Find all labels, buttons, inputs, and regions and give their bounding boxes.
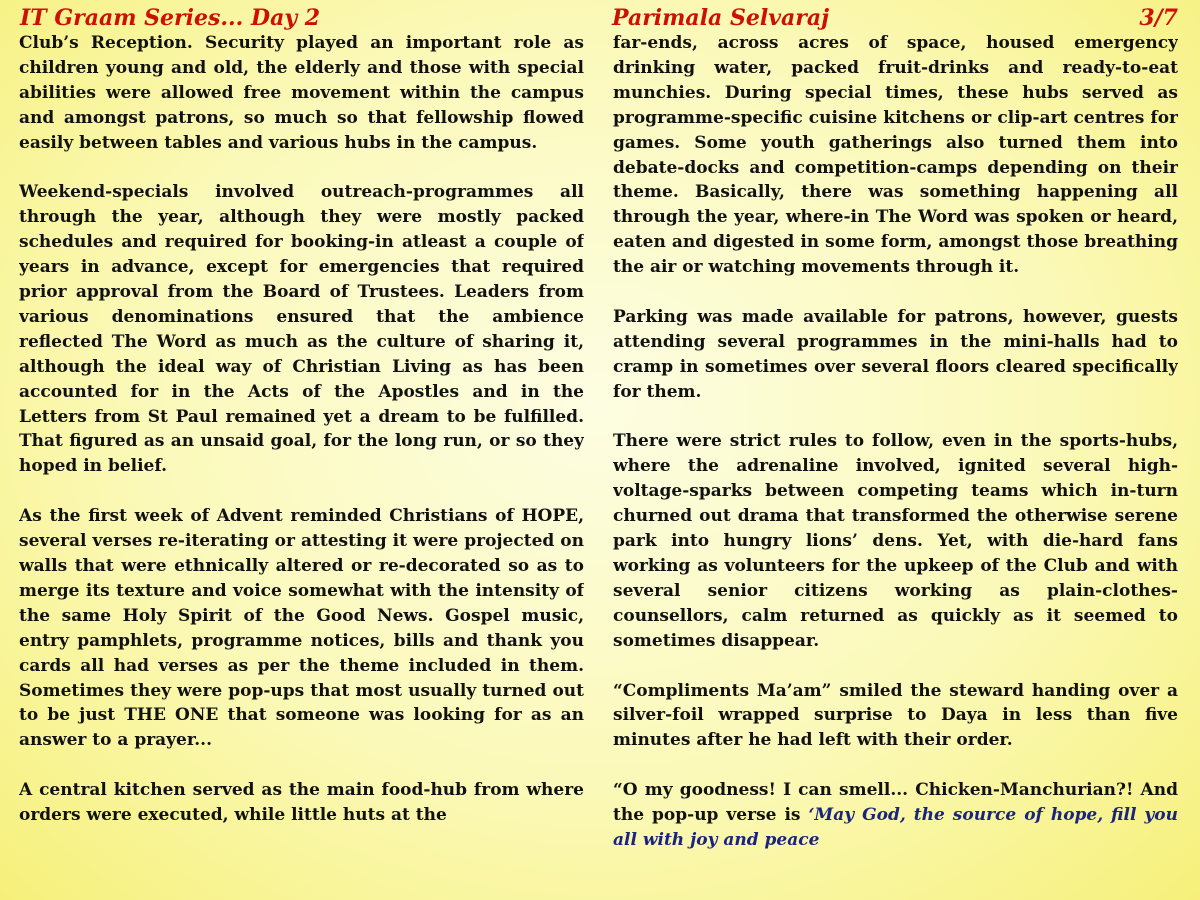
paragraph: There were strict rules to follow, even in the sports-hubs, where the adrenaline involved, ignited several high-voltage-sparks between competing teams which in-turn churned out drama that transformed the otherwise serene park into hungry lions’ dens. Yet, with die-hard fans working as volunteers for the upkeep of the Club and with several senior citizens working as plain-clothes-counsellors, calm returned as quickly as it seemed to sometimes disappear. bbox=[613, 431, 1178, 651]
paragraph: far-ends, across acres of space, housed emergency drinking water, packed fruit-drinks and ready-to-eat munchies. During special times, these hubs served as programme-specific cuisine kitchens or clip-art centres for games. Some youth gatherings also turned them into debate-docks and competition-camps depending on their theme. Basically, there was something happening all through the year, where-in The Word was spoken or heard, eaten and digested in some form, amongst those breathing the air or watching movements through it. bbox=[613, 33, 1178, 278]
paragraph: Club’s Reception. Security played an important role as children young and old, the elderly and those with special abilities were allowed free movement within the campus and amongst patrons, so much so that fellowship flowed easily between tables and various hubs in the campus. bbox=[19, 33, 584, 153]
final-paragraph bbox=[613, 778, 1178, 853]
author-name: Parimala Selvaraj bbox=[612, 5, 830, 31]
page-number: 3/7 bbox=[1139, 5, 1178, 31]
verse-quote: ‘May God, the source of hope, fill you all with joy and peace bbox=[613, 805, 1178, 850]
paragraph: As the first week of Advent reminded Christians of HOPE, several verses re-iterating or attesting it were projected on walls that were ethnically altered or re-decorated so as to merge its texture and voice somewhat with the intensity of the same Holy Spirit of the Good News. Gospel music, entry pamphlets, programme notices, bills and thank you cards all had verses as per the theme included in them. Sometimes they were pop-ups that most usually turned out to be just THE ONE that someone was looking for as an answer to a prayer... bbox=[19, 506, 584, 751]
paragraph: “Compliments Ma’am” smiled the steward handing over a silver-foil wrapped surprise to Daya in less than five minutes after he had left with their order. bbox=[613, 680, 1178, 751]
final-paragraph-text: “O my goodness! I can smell... Chicken-Manchurian?! And the pop-up verse is bbox=[613, 780, 1178, 826]
left-column bbox=[19, 31, 584, 900]
paragraph: Weekend-specials involved outreach-programmes all through the year, although they were mostly packed schedules and required for booking-in atleast a couple of years in advance, except for emergencies that required prior approval from the Board of Trustees. Leaders from various denominations ensured that the ambience reflected The Word as much as the culture of sharing it, although the ideal way of Christian Living as has been accounted for in the Acts of the Apostles and in the Letters from St Paul remained yet a dream to be fulfilled. That figured as an unsaid goal, for the long run, or so they hoped in belief. bbox=[19, 182, 584, 477]
right-column bbox=[613, 31, 1178, 900]
series-title: IT Graam Series... Day 2 bbox=[20, 5, 321, 31]
paragraph: Parking was made available for patrons, however, guests attending several programmes in the mini-halls had to cramp in sometimes over several floors cleared specifically for them. bbox=[613, 306, 1178, 402]
paragraph: A central kitchen served as the main food-hub from where orders were executed, while little huts at the bbox=[19, 780, 584, 826]
